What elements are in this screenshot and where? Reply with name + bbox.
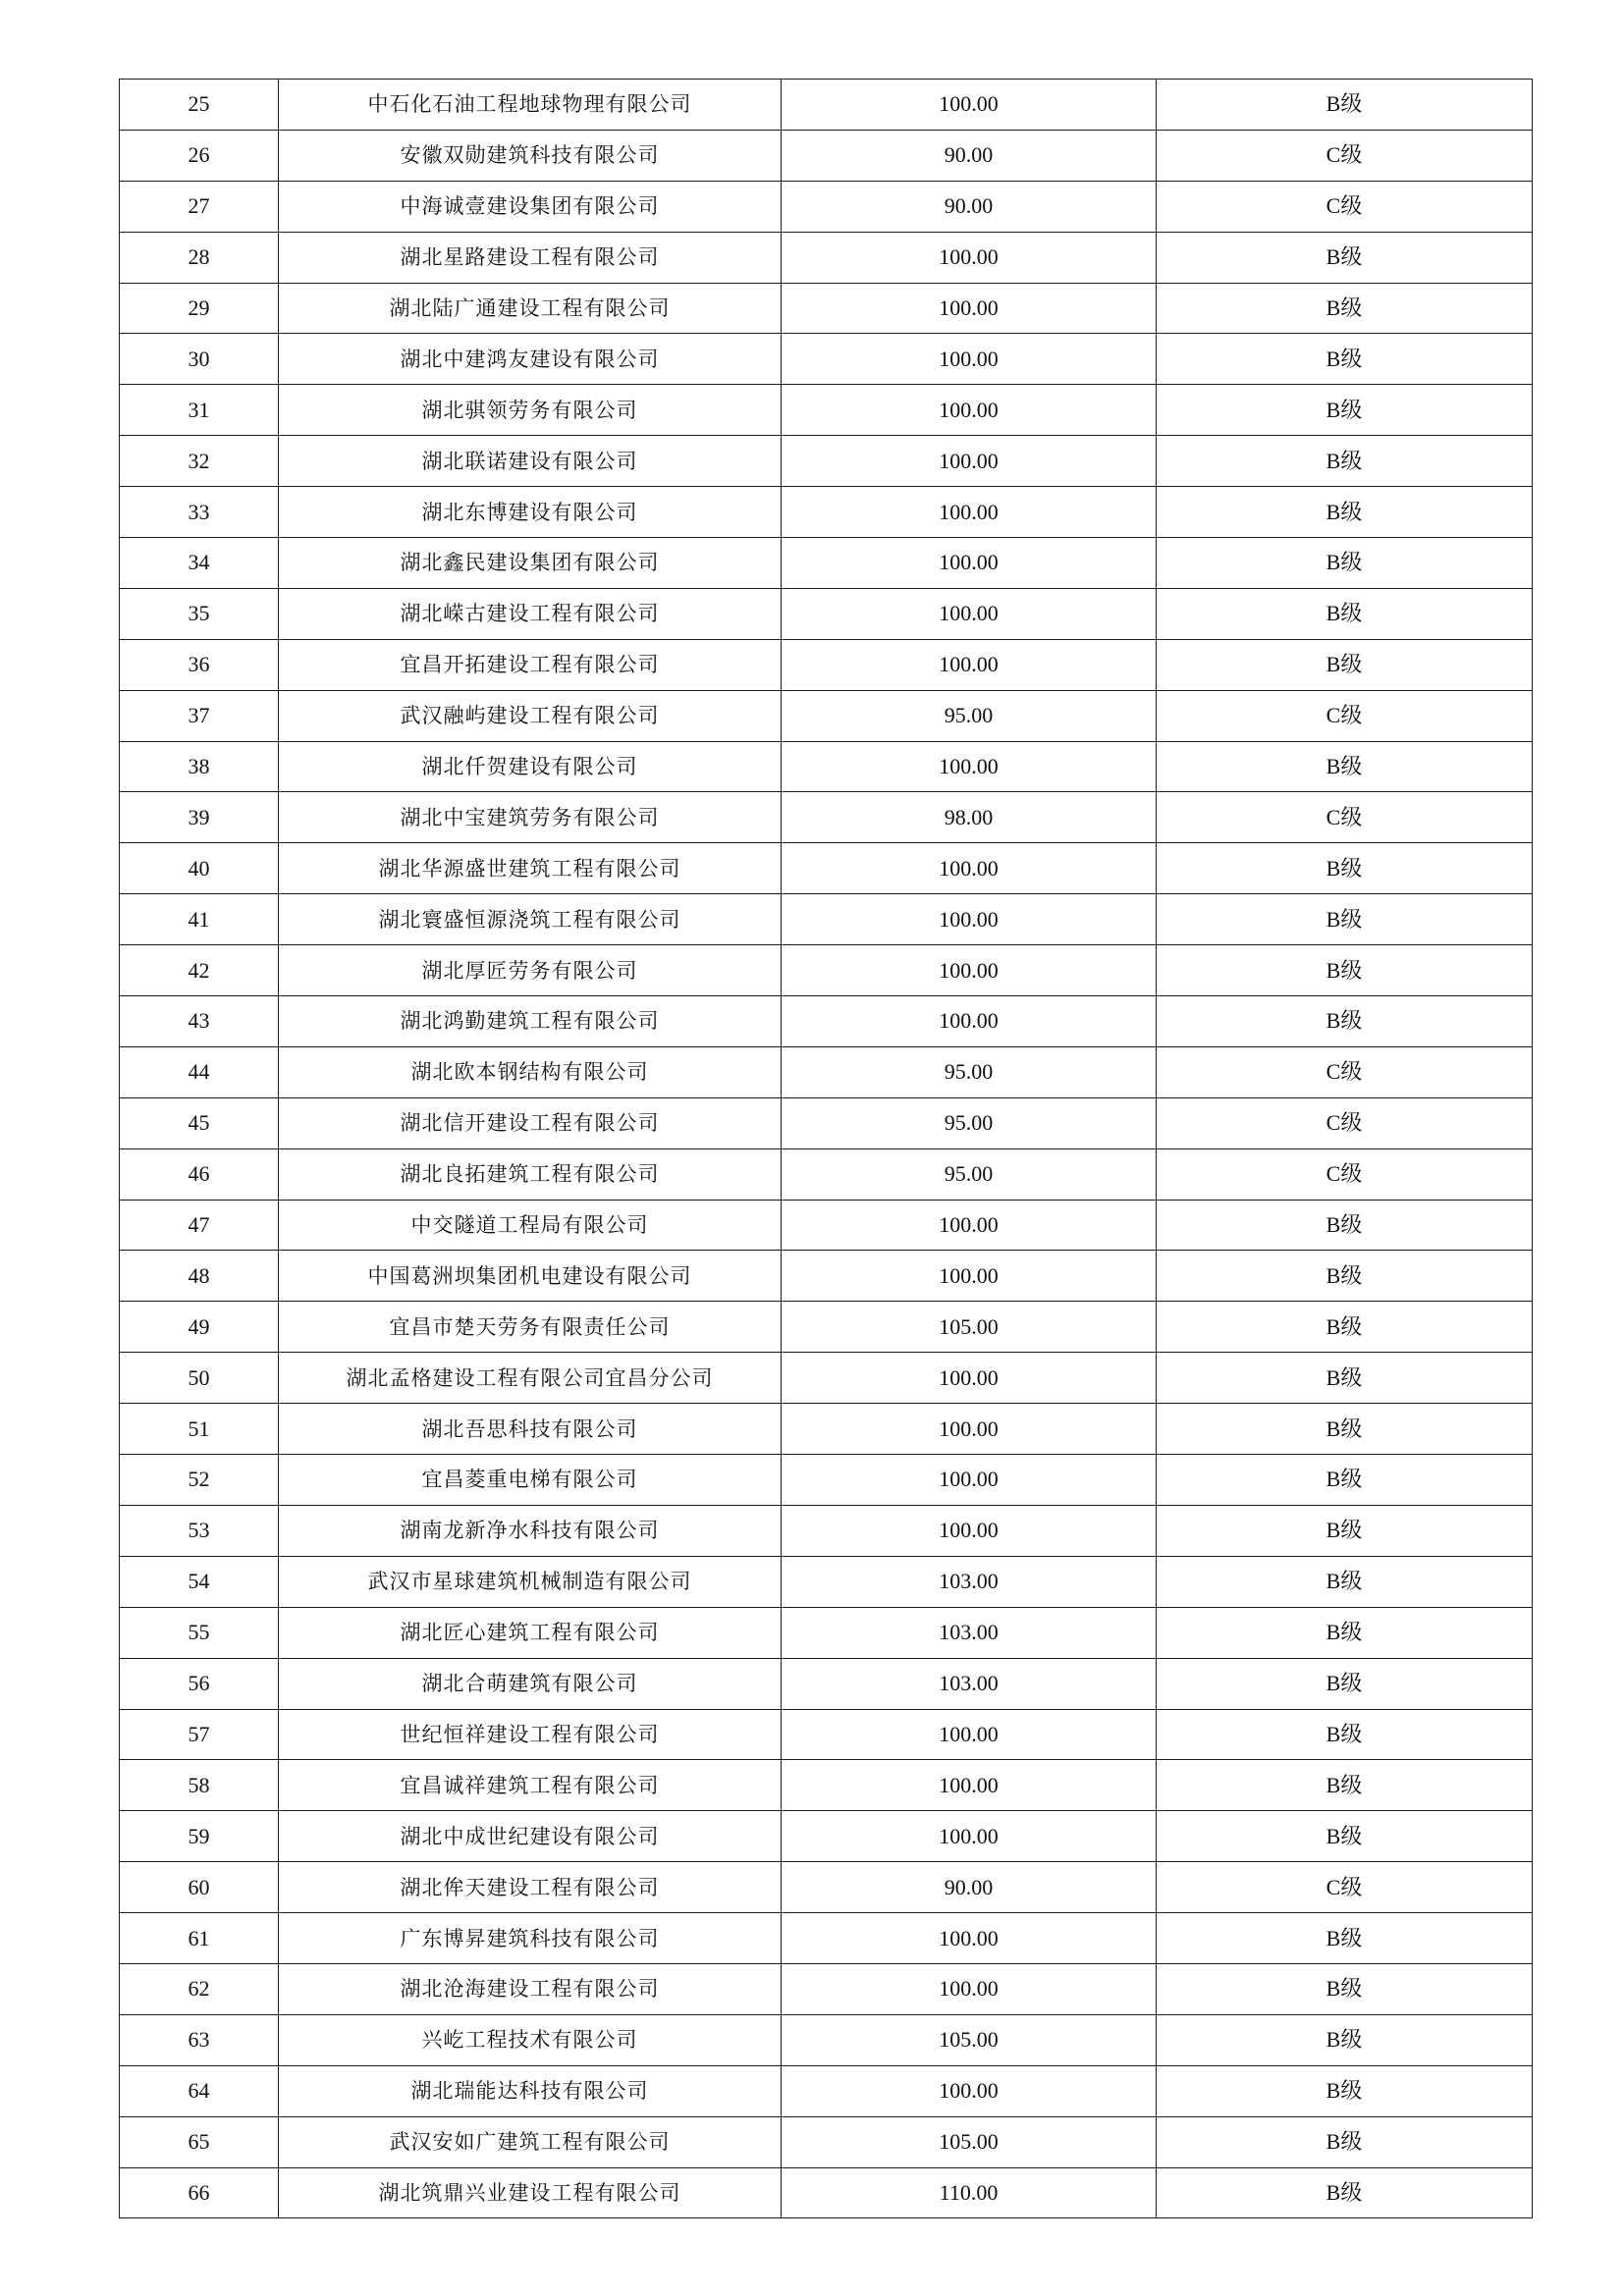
score-cell: 100.00 bbox=[782, 1963, 1157, 2014]
table-row bbox=[120, 385, 1533, 436]
company-name-cell: 湖北仟贺建设有限公司 bbox=[279, 741, 782, 792]
table-row bbox=[120, 2014, 1533, 2065]
company-name-cell: 湖北瑞能达科技有限公司 bbox=[279, 2065, 782, 2116]
row-number-cell: 33 bbox=[120, 487, 279, 538]
row-number-cell: 65 bbox=[120, 2116, 279, 2167]
table-row bbox=[120, 741, 1533, 792]
company-name-cell: 湖北中宝建筑劳务有限公司 bbox=[279, 792, 782, 843]
grade-cell: B级 bbox=[1157, 1811, 1533, 1862]
score-cell: 95.00 bbox=[782, 1097, 1157, 1148]
score-cell: 105.00 bbox=[782, 2014, 1157, 2065]
score-cell: 100.00 bbox=[782, 1913, 1157, 1964]
grade-cell: B级 bbox=[1157, 283, 1533, 334]
score-cell: 100.00 bbox=[782, 1404, 1157, 1455]
grade-cell: B级 bbox=[1157, 1556, 1533, 1607]
grade-cell: C级 bbox=[1157, 1862, 1533, 1913]
score-cell: 100.00 bbox=[782, 1709, 1157, 1760]
score-cell: 103.00 bbox=[782, 1607, 1157, 1658]
row-number-cell: 57 bbox=[120, 1709, 279, 1760]
grade-cell: B级 bbox=[1157, 1658, 1533, 1709]
company-name-cell: 安徽双勋建筑科技有限公司 bbox=[279, 130, 782, 181]
grade-cell: B级 bbox=[1157, 80, 1533, 131]
grade-cell: B级 bbox=[1157, 1505, 1533, 1556]
score-cell: 100.00 bbox=[782, 1200, 1157, 1251]
company-name-cell: 湖北寰盛恒源浇筑工程有限公司 bbox=[279, 894, 782, 945]
score-cell: 100.00 bbox=[782, 1455, 1157, 1506]
company-name-cell: 武汉安如广建筑工程有限公司 bbox=[279, 2116, 782, 2167]
grade-cell: B级 bbox=[1157, 1913, 1533, 1964]
table-row bbox=[120, 232, 1533, 283]
score-cell: 100.00 bbox=[782, 436, 1157, 487]
grade-cell: B级 bbox=[1157, 894, 1533, 945]
score-cell: 105.00 bbox=[782, 2116, 1157, 2167]
grade-cell: B级 bbox=[1157, 2014, 1533, 2065]
row-number-cell: 56 bbox=[120, 1658, 279, 1709]
score-cell: 100.00 bbox=[782, 741, 1157, 792]
company-name-cell: 兴屹工程技术有限公司 bbox=[279, 2014, 782, 2065]
score-cell: 90.00 bbox=[782, 1862, 1157, 1913]
score-cell: 100.00 bbox=[782, 894, 1157, 945]
row-number-cell: 38 bbox=[120, 741, 279, 792]
grade-cell: B级 bbox=[1157, 232, 1533, 283]
company-name-cell: 湖北中成世纪建设有限公司 bbox=[279, 1811, 782, 1862]
grade-cell: C级 bbox=[1157, 792, 1533, 843]
score-cell: 95.00 bbox=[782, 1148, 1157, 1200]
row-number-cell: 44 bbox=[120, 1046, 279, 1097]
grade-cell: B级 bbox=[1157, 436, 1533, 487]
table-row bbox=[120, 2167, 1533, 2218]
company-name-cell: 广东博昇建筑科技有限公司 bbox=[279, 1913, 782, 1964]
row-number-cell: 55 bbox=[120, 1607, 279, 1658]
row-number-cell: 31 bbox=[120, 385, 279, 436]
score-cell: 100.00 bbox=[782, 588, 1157, 639]
grade-cell: C级 bbox=[1157, 1148, 1533, 1200]
row-number-cell: 51 bbox=[120, 1404, 279, 1455]
company-name-cell: 宜昌菱重电梯有限公司 bbox=[279, 1455, 782, 1506]
row-number-cell: 47 bbox=[120, 1200, 279, 1251]
table-row bbox=[120, 1760, 1533, 1811]
row-number-cell: 43 bbox=[120, 996, 279, 1047]
grade-cell: B级 bbox=[1157, 1353, 1533, 1404]
row-number-cell: 59 bbox=[120, 1811, 279, 1862]
score-cell: 100.00 bbox=[782, 1505, 1157, 1556]
score-cell: 90.00 bbox=[782, 181, 1157, 232]
row-number-cell: 60 bbox=[120, 1862, 279, 1913]
table-row bbox=[120, 1404, 1533, 1455]
company-name-cell: 湖北鑫民建设集团有限公司 bbox=[279, 538, 782, 589]
row-number-cell: 61 bbox=[120, 1913, 279, 1964]
row-number-cell: 36 bbox=[120, 639, 279, 690]
row-number-cell: 42 bbox=[120, 945, 279, 996]
table-row bbox=[120, 1709, 1533, 1760]
grade-cell: B级 bbox=[1157, 1251, 1533, 1302]
table-row bbox=[120, 1097, 1533, 1148]
grade-cell: B级 bbox=[1157, 1760, 1533, 1811]
table-row bbox=[120, 1302, 1533, 1353]
row-number-cell: 25 bbox=[120, 80, 279, 131]
company-name-cell: 世纪恒祥建设工程有限公司 bbox=[279, 1709, 782, 1760]
score-cell: 110.00 bbox=[782, 2167, 1157, 2218]
company-name-cell: 湖北陆广通建设工程有限公司 bbox=[279, 283, 782, 334]
row-number-cell: 26 bbox=[120, 130, 279, 181]
company-name-cell: 湖北合萌建筑有限公司 bbox=[279, 1658, 782, 1709]
row-number-cell: 34 bbox=[120, 538, 279, 589]
score-cell: 100.00 bbox=[782, 283, 1157, 334]
row-number-cell: 39 bbox=[120, 792, 279, 843]
table-row bbox=[120, 334, 1533, 385]
table-row bbox=[120, 945, 1533, 996]
grade-cell: B级 bbox=[1157, 1709, 1533, 1760]
score-cell: 100.00 bbox=[782, 80, 1157, 131]
row-number-cell: 29 bbox=[120, 283, 279, 334]
grade-cell: B级 bbox=[1157, 996, 1533, 1047]
grade-cell: C级 bbox=[1157, 130, 1533, 181]
table-row bbox=[120, 1353, 1533, 1404]
company-name-cell: 武汉融屿建设工程有限公司 bbox=[279, 690, 782, 741]
score-cell: 100.00 bbox=[782, 334, 1157, 385]
grade-cell: B级 bbox=[1157, 843, 1533, 894]
table-row bbox=[120, 1658, 1533, 1709]
table-row bbox=[120, 588, 1533, 639]
table-row bbox=[120, 1455, 1533, 1506]
row-number-cell: 53 bbox=[120, 1505, 279, 1556]
company-name-cell: 湖北匠心建筑工程有限公司 bbox=[279, 1607, 782, 1658]
row-number-cell: 27 bbox=[120, 181, 279, 232]
company-name-cell: 中国葛洲坝集团机电建设有限公司 bbox=[279, 1251, 782, 1302]
company-name-cell: 湖北厚匠劳务有限公司 bbox=[279, 945, 782, 996]
table-row bbox=[120, 690, 1533, 741]
row-number-cell: 48 bbox=[120, 1251, 279, 1302]
table-row bbox=[120, 436, 1533, 487]
grade-cell: B级 bbox=[1157, 945, 1533, 996]
grade-cell: B级 bbox=[1157, 1455, 1533, 1506]
grade-cell: C级 bbox=[1157, 1046, 1533, 1097]
company-name-cell: 湖北中建鸿友建设有限公司 bbox=[279, 334, 782, 385]
score-cell: 100.00 bbox=[782, 487, 1157, 538]
table-row bbox=[120, 996, 1533, 1047]
table-row bbox=[120, 2065, 1533, 2116]
score-cell: 98.00 bbox=[782, 792, 1157, 843]
grade-cell: B级 bbox=[1157, 639, 1533, 690]
table-row bbox=[120, 1607, 1533, 1658]
company-name-cell: 湖北信开建设工程有限公司 bbox=[279, 1097, 782, 1148]
company-name-cell: 湖北吾思科技有限公司 bbox=[279, 1404, 782, 1455]
grade-cell: B级 bbox=[1157, 741, 1533, 792]
grade-cell: C级 bbox=[1157, 181, 1533, 232]
company-name-cell: 中交隧道工程局有限公司 bbox=[279, 1200, 782, 1251]
table-row bbox=[120, 639, 1533, 690]
company-name-cell: 湖南龙新净水科技有限公司 bbox=[279, 1505, 782, 1556]
table-row bbox=[120, 843, 1533, 894]
row-number-cell: 46 bbox=[120, 1148, 279, 1200]
grade-cell: B级 bbox=[1157, 1302, 1533, 1353]
grade-cell: B级 bbox=[1157, 385, 1533, 436]
company-name-cell: 宜昌开拓建设工程有限公司 bbox=[279, 639, 782, 690]
company-name-cell: 湖北联诺建设有限公司 bbox=[279, 436, 782, 487]
row-number-cell: 66 bbox=[120, 2167, 279, 2218]
score-cell: 100.00 bbox=[782, 538, 1157, 589]
company-name-cell: 湖北侔天建设工程有限公司 bbox=[279, 1862, 782, 1913]
score-cell: 103.00 bbox=[782, 1556, 1157, 1607]
score-cell: 100.00 bbox=[782, 1353, 1157, 1404]
row-number-cell: 32 bbox=[120, 436, 279, 487]
grade-cell: B级 bbox=[1157, 487, 1533, 538]
row-number-cell: 30 bbox=[120, 334, 279, 385]
company-name-cell: 宜昌诚祥建筑工程有限公司 bbox=[279, 1760, 782, 1811]
company-name-cell: 武汉市星球建筑机械制造有限公司 bbox=[279, 1556, 782, 1607]
company-name-cell: 湖北良拓建筑工程有限公司 bbox=[279, 1148, 782, 1200]
table-row bbox=[120, 1046, 1533, 1097]
credit-grade-table bbox=[119, 79, 1533, 2218]
row-number-cell: 28 bbox=[120, 232, 279, 283]
score-cell: 100.00 bbox=[782, 996, 1157, 1047]
row-number-cell: 62 bbox=[120, 1963, 279, 2014]
table-row bbox=[120, 1200, 1533, 1251]
row-number-cell: 50 bbox=[120, 1353, 279, 1404]
row-number-cell: 41 bbox=[120, 894, 279, 945]
table-row bbox=[120, 1811, 1533, 1862]
table-row bbox=[120, 181, 1533, 232]
company-name-cell: 湖北鸿勤建筑工程有限公司 bbox=[279, 996, 782, 1047]
grade-cell: B级 bbox=[1157, 538, 1533, 589]
grade-cell: B级 bbox=[1157, 1404, 1533, 1455]
table-row bbox=[120, 1505, 1533, 1556]
company-name-cell: 湖北东博建设有限公司 bbox=[279, 487, 782, 538]
row-number-cell: 35 bbox=[120, 588, 279, 639]
grade-cell: B级 bbox=[1157, 2167, 1533, 2218]
grade-cell: B级 bbox=[1157, 2116, 1533, 2167]
table-row bbox=[120, 283, 1533, 334]
company-name-cell: 中石化石油工程地球物理有限公司 bbox=[279, 80, 782, 131]
grade-cell: B级 bbox=[1157, 588, 1533, 639]
score-cell: 100.00 bbox=[782, 232, 1157, 283]
table-row bbox=[120, 894, 1533, 945]
grade-cell: B级 bbox=[1157, 1607, 1533, 1658]
score-cell: 100.00 bbox=[782, 639, 1157, 690]
score-cell: 105.00 bbox=[782, 1302, 1157, 1353]
score-cell: 95.00 bbox=[782, 690, 1157, 741]
company-name-cell: 湖北星路建设工程有限公司 bbox=[279, 232, 782, 283]
row-number-cell: 63 bbox=[120, 2014, 279, 2065]
table-row bbox=[120, 1862, 1533, 1913]
score-cell: 100.00 bbox=[782, 1811, 1157, 1862]
table-row bbox=[120, 792, 1533, 843]
score-cell: 95.00 bbox=[782, 1046, 1157, 1097]
score-cell: 103.00 bbox=[782, 1658, 1157, 1709]
table-row bbox=[120, 1556, 1533, 1607]
table-row bbox=[120, 487, 1533, 538]
grade-cell: C级 bbox=[1157, 1097, 1533, 1148]
row-number-cell: 52 bbox=[120, 1455, 279, 1506]
score-cell: 100.00 bbox=[782, 1251, 1157, 1302]
row-number-cell: 37 bbox=[120, 690, 279, 741]
company-name-cell: 湖北嵘古建设工程有限公司 bbox=[279, 588, 782, 639]
grade-cell: B级 bbox=[1157, 1963, 1533, 2014]
grade-cell: C级 bbox=[1157, 690, 1533, 741]
table-row bbox=[120, 80, 1533, 131]
score-cell: 100.00 bbox=[782, 385, 1157, 436]
company-name-cell: 湖北骐领劳务有限公司 bbox=[279, 385, 782, 436]
grade-cell: B级 bbox=[1157, 2065, 1533, 2116]
row-number-cell: 54 bbox=[120, 1556, 279, 1607]
table-row bbox=[120, 1963, 1533, 2014]
company-name-cell: 中海诚壹建设集团有限公司 bbox=[279, 181, 782, 232]
company-name-cell: 湖北沧海建设工程有限公司 bbox=[279, 1963, 782, 2014]
score-cell: 90.00 bbox=[782, 130, 1157, 181]
company-name-cell: 湖北孟格建设工程有限公司宜昌分公司 bbox=[279, 1353, 782, 1404]
table-row bbox=[120, 1251, 1533, 1302]
row-number-cell: 45 bbox=[120, 1097, 279, 1148]
table-row bbox=[120, 1148, 1533, 1200]
score-cell: 100.00 bbox=[782, 2065, 1157, 2116]
score-cell: 100.00 bbox=[782, 843, 1157, 894]
row-number-cell: 40 bbox=[120, 843, 279, 894]
row-number-cell: 64 bbox=[120, 2065, 279, 2116]
row-number-cell: 58 bbox=[120, 1760, 279, 1811]
score-cell: 100.00 bbox=[782, 1760, 1157, 1811]
company-name-cell: 宜昌市楚天劳务有限责任公司 bbox=[279, 1302, 782, 1353]
company-name-cell: 湖北筑鼎兴业建设工程有限公司 bbox=[279, 2167, 782, 2218]
company-name-cell: 湖北华源盛世建筑工程有限公司 bbox=[279, 843, 782, 894]
table-row bbox=[120, 538, 1533, 589]
company-name-cell: 湖北欧本钢结构有限公司 bbox=[279, 1046, 782, 1097]
row-number-cell: 49 bbox=[120, 1302, 279, 1353]
table-row bbox=[120, 130, 1533, 181]
score-cell: 100.00 bbox=[782, 945, 1157, 996]
grade-cell: B级 bbox=[1157, 1200, 1533, 1251]
grade-cell: B级 bbox=[1157, 334, 1533, 385]
table-row bbox=[120, 1913, 1533, 1964]
table-body bbox=[120, 80, 1533, 2218]
table-row bbox=[120, 2116, 1533, 2167]
